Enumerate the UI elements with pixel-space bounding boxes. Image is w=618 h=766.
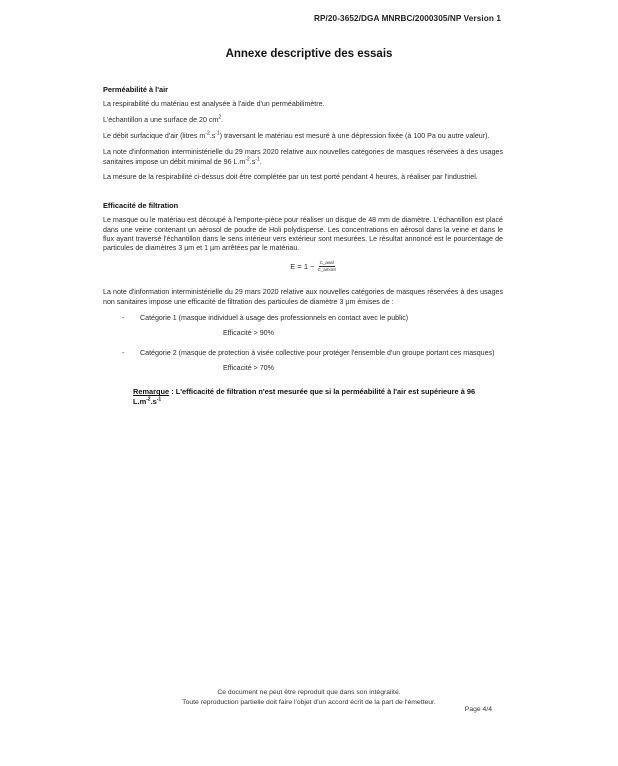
paragraph (103, 148, 503, 167)
document-reference: RP/20-3652/DGA MNRBC/2000305/NP Version 1 (313, 14, 501, 23)
formula-lhs: E = 1 − (290, 261, 315, 271)
text-run: La note d'information interministérielle du 29 mars 2020 relative aux nouvelles catégories de masques réservées à des usages sanitaires impose un débit minimal de 96 L.m (103, 148, 503, 166)
text-run: .s (150, 396, 157, 406)
remark-note (133, 387, 483, 406)
text-run: ) traversant le matériau est mesuré à une dépression fixée (à 100 Pa ou autre valeur). (219, 132, 490, 141)
text-run: L'échantillon a une surface de 20 cm (103, 116, 219, 125)
footer-line: Ce document ne peut être reproduit que dans son intégralité. (217, 689, 401, 696)
category-list (103, 349, 503, 358)
superscript: -1 (215, 130, 220, 137)
formula-numerator: C_aval (319, 260, 334, 266)
superscript: -1 (156, 396, 162, 403)
text-run: . (221, 116, 224, 125)
efficacy-value: Efficacité > 70% (223, 363, 274, 372)
list-item (103, 314, 503, 323)
superscript: -2 (146, 396, 151, 403)
paragraph (103, 116, 503, 125)
category-list (103, 314, 503, 323)
paragraph: Le masque ou le matériau est découpé à l'emporte-pièce pour réaliser un disque de 48 mm de diamètre. L'échantillon est placé dans une veine contenant un aérosol de poudre de Holi polydisperse. Les concentrations en aérosol dans la veine et dans le flux ayant traversé l'échantillon dans le sens intérieur vers extérieur sont mesurées. Le résultat annoncé est le pourcentage de particules de diamètres 3 µm et 1 µm arrêtées par le matériau. (103, 216, 503, 253)
superscript: -2 (205, 130, 210, 137)
footer (0, 688, 618, 708)
superscript: -2 (245, 156, 250, 163)
list-dash: - (122, 313, 125, 322)
superscript: -1 (255, 156, 260, 163)
page-number: Page 4/4 (464, 706, 492, 713)
formula-fraction (317, 260, 335, 272)
paragraph (103, 132, 503, 141)
paragraph: La mesure de la respirabilité ci-dessus doit être complétée par un test porté pendant 4 heures, à réaliser par l'industriel. (103, 173, 478, 182)
page-title: Annexe descriptive des essais (225, 48, 393, 60)
text-run: .s (209, 132, 216, 141)
footer-line: Toute reproduction partielle doit faire l'objet d'un accord écrit de la part de l'émetteur. (182, 699, 436, 706)
paragraph: La note d'information interministérielle du 29 mars 2020 relative aux nouvelles catégories de masques réservées à des usages non sanitaires impose une efficacité de filtration des particules de diamètre 3 µm émises de : (103, 288, 503, 306)
text-run: : L'efficacité de filtration n'est mesurée que si la perméabilité à l'air est supérieure à 96 L.m (133, 387, 476, 406)
document-body (103, 85, 503, 406)
list-dash: - (122, 348, 125, 357)
remark-label: Remarque (133, 387, 170, 397)
efficacy-value: Efficacité > 90% (223, 329, 274, 338)
paragraph: La respirabilité du matériau est analysée à l'aide d'un perméabilimètre. (103, 100, 325, 109)
text-run: . (259, 157, 262, 166)
list-item-text: Catégorie 2 (masque de protection à visée collective pour protéger l'ensemble d'un groupe portant ces masques) (140, 348, 495, 357)
text-run: .s (249, 157, 256, 166)
section-heading-permeability: Perméabilité à l'air (103, 85, 169, 94)
efficiency-formula (103, 260, 503, 272)
text-run: Le débit surfacique d'air (litres m (103, 132, 206, 141)
superscript: 2 (218, 114, 222, 121)
formula-denominator: C_amont (317, 266, 336, 272)
list-item-text: Catégorie 1 (masque individuel à usage des professionnels en contact avec le public) (140, 313, 409, 322)
list-item (103, 349, 503, 358)
section-heading-filtration: Efficacité de filtration (103, 200, 179, 210)
